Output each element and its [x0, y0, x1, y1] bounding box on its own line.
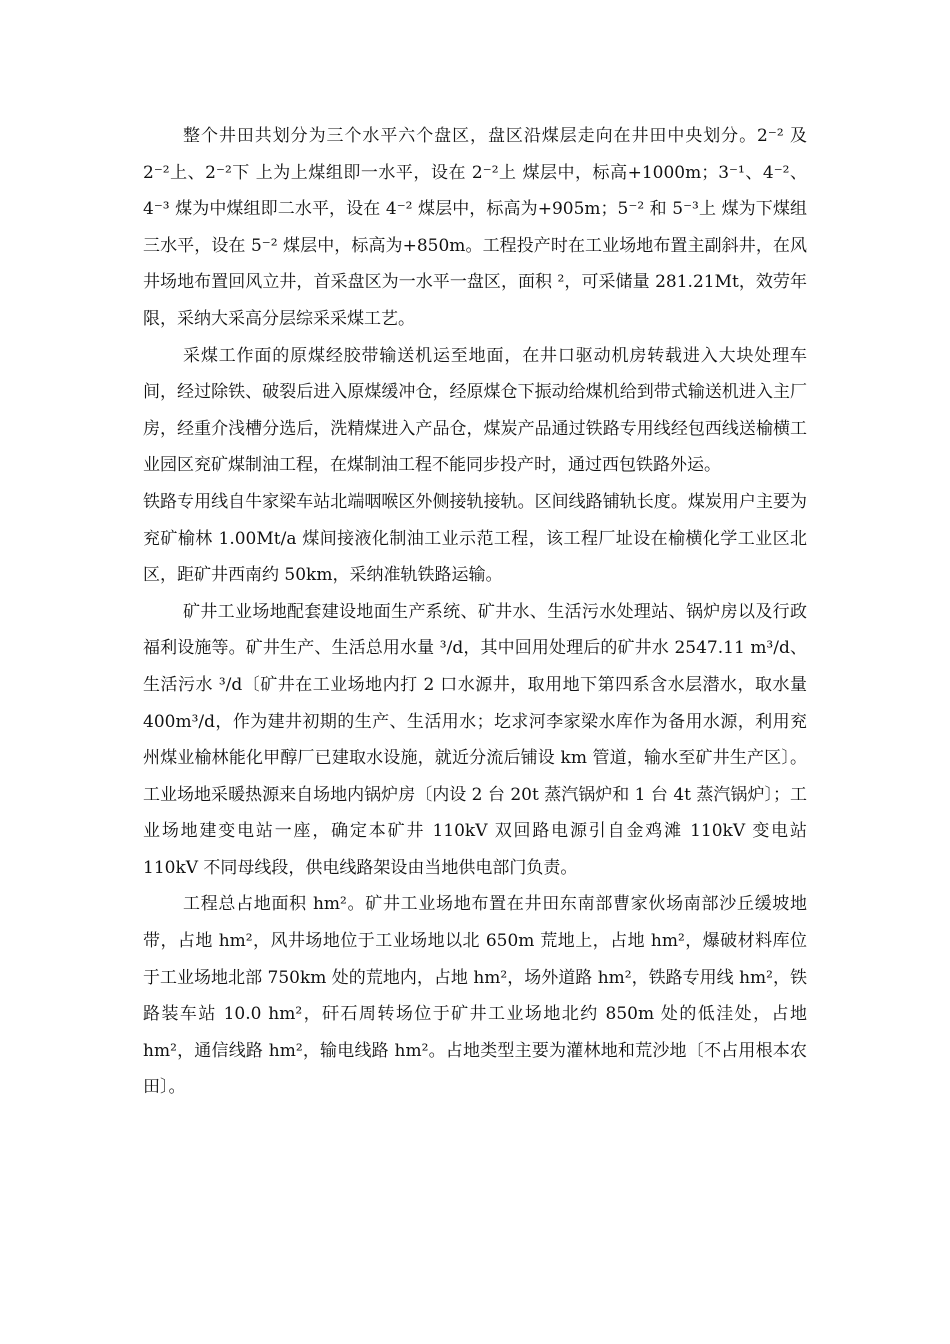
paragraph-railway-line [143, 484, 807, 594]
paragraph-mining-levels [143, 118, 807, 338]
paragraph-text: 工程总占地面积 hm²。矿井工业场地布置在井田东南部曹家伙场南部沙丘缓坡地带，占地 hm²，风井场地位于工业场地以北 650m 荒地上，占地 hm²，爆破材料库位于工业场地北部 750km 处的荒地内，占地 hm²，场外道路 hm²，铁路专用线 hm²，铁路装车站 10.0 hm²，矸石周转场位于矿井工业场地北约 850m 处的低洼处，占地 hm²，通信线路 hm²，输电线路 hm²。占地类型主要为灌林地和荒沙地〔不占用根本农田〕。 [143, 894, 807, 1098]
paragraph-text: 整个井田共划分为三个水平六个盘区，盘区沿煤层走向在井田中央划分。2⁻² 及 2⁻²上、2⁻²下 上为上煤组即一水平，设在 2⁻²上 煤层中，标高+1000m；3⁻¹、4⁻²、4⁻³ 煤为中煤组即二水平，设在 4⁻² 煤层中，标高为+905m；5⁻² 和 5⁻³上 煤为下煤组三水平，设在 5⁻² 煤层中，标高为+850m。工程投产时在工业场地布置主副斜井，在风井场地布置回风立井，首采盘区为一水平一盘区，面积 ²，可采储量 281.21Mt，效劳年限，采纳大采高分层综采采煤工艺。 [143, 126, 807, 329]
paragraph-text: 铁路专用线自牛家梁车站北端咽喉区外侧接轨接轨。区间线路铺轨长度。煤炭用户主要为兖矿榆林 1.00Mt/a 煤间接液化制油工业示范工程，该工程厂址设在榆横化学工业区北区，距矿井西南约 50km，采纳准轨铁路运输。 [143, 491, 807, 586]
paragraph-water-and-power [143, 594, 807, 887]
paragraph-text: 采煤工作面的原煤经胶带输送机运至地面，在井口驱动机房转载进入大块处理车间，经过除铁、破裂后进入原煤缓冲仓，经原煤仓下振动给煤机给到带式输送机进入主厂房，经重介浅槽分选后，洗精煤进入产品仓，煤炭产品通过铁路专用线经包西线送榆横工业园区兖矿煤制油工程，在煤制油工程不能同步投产时，通过西包铁路外运。 [143, 345, 807, 476]
paragraph-coal-processing [143, 338, 807, 484]
paragraph-text: 矿井工业场地配套建设地面生产系统、矿井水、生活污水处理站、锅炉房以及行政福利设施等。矿井生产、生活总用水量 ³/d，其中回用处理后的矿井水 2547.11 m³/d、生活污水 ³/d〔矿井在工业场地内打 2 口水源井，取用地下第四系含水层潜水，取水量 400m³/d，作为建井初期的生产、生活用水；圪求河李家梁水库作为备用水源，利用兖州煤业榆林能化甲醇厂已建取水设施，就近分流后铺设 km 管道，输水至矿井生产区〕。工业场地采暖热源来自场地内锅炉房〔内设 2 台 20t 蒸汽锅炉和 1 台 4t 蒸汽锅炉〕；工业场地建变电站一座，确定本矿井 110kV 双回路电源引自金鸡滩 110kV 变电站 110kV 不同母线段，供电线路架设由当地供电部门负责。 [143, 601, 807, 878]
paragraph-land-use [143, 886, 807, 1106]
document-page [143, 118, 807, 1106]
